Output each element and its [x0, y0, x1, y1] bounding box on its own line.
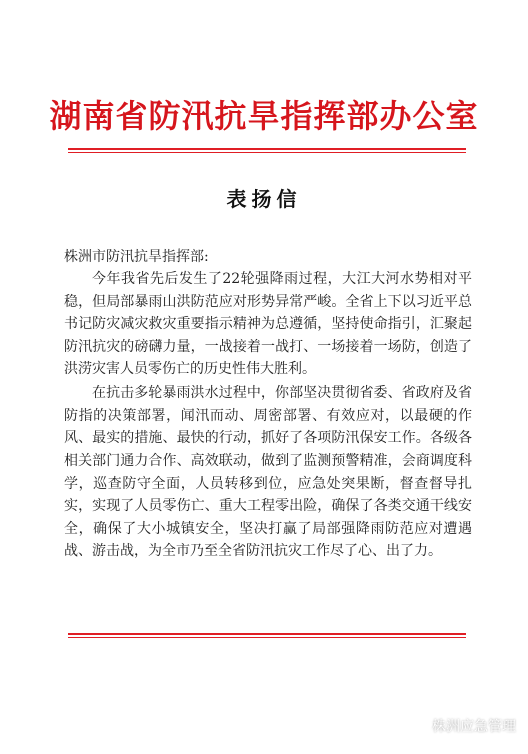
- footer-divider-thin: [68, 637, 466, 638]
- issuing-organization: 湖南省防汛抗旱指挥部办公室: [49, 97, 479, 135]
- header-divider-thick: [68, 148, 466, 150]
- letter-body: [64, 268, 472, 564]
- wechat-account-watermark: [404, 716, 516, 736]
- body-paragraph: 在抗击多轮暴雨洪水过程中，你部坚决贯彻省委、省政府及省防指的决策部署，闻汛而动、周密部署、有效应对，以最硬的作风、最实的措施、最快的行动，抓好了各项防汛保安工作。各级各相关部门通力合作、高效联动，做到了监测预警精准，会商调度科学，巡查防守全面，人员转移到位，应急处突果断，督查督导扎实，实现了人员零伤亡、重大工程零出险，确保了各类交通干线安全，确保了大小城镇安全，坚决打赢了局部强降雨防范应对遭遇战、游击战，为全市乃至全省防汛抗灾工作尽了心、出了力。: [64, 385, 472, 560]
- wechat-icon: [404, 716, 426, 736]
- watermark-label: 株洲应急管理: [432, 719, 516, 735]
- document-title: 表扬信: [226, 187, 302, 211]
- body-paragraph: 今年我省先后发生了22轮强降雨过程，大江大河水势相对平稳，但局部暴雨山洪防范应对形势异常严峻。全省上下以习近平总书记防灾减灾救灾重要指示精神为总遵循，坚持使命指引，汇聚起防汛抗灾的磅礴力量，一战接着一战打、一场接着一场防，创造了洪涝灾害人员零伤亡的历史性伟大胜利。: [64, 271, 472, 378]
- footer-divider-thick: [68, 633, 466, 635]
- recipient-line: 株洲市防汛抗旱指挥部:: [64, 249, 209, 265]
- header-divider-thin: [68, 152, 466, 153]
